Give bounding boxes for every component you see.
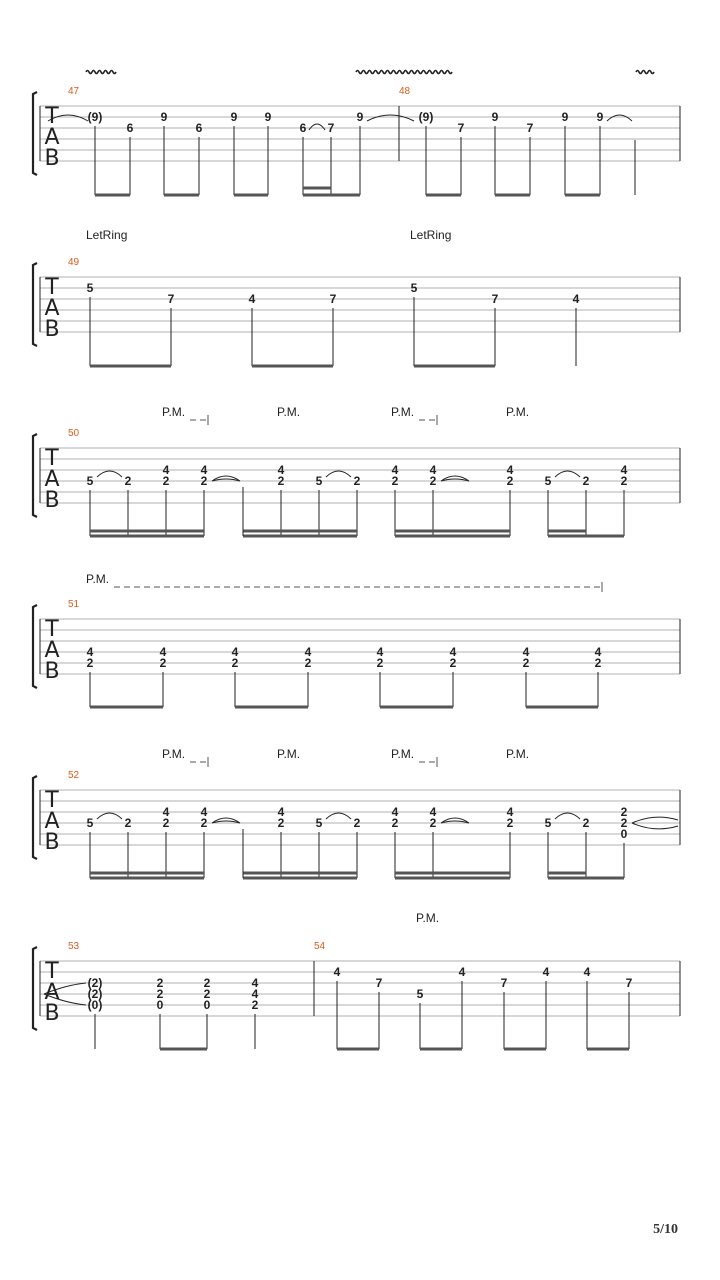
let-ring-tie <box>212 476 240 481</box>
fret-number: 7 <box>375 976 383 990</box>
palm-mute-label: P.M. <box>416 911 440 925</box>
palm-mute-label: P.M. <box>391 405 415 419</box>
tab-clef-letter: A <box>44 296 60 321</box>
fret-number: (9) <box>418 110 434 124</box>
fret-number: 4 <box>200 805 208 819</box>
vibrato-mark <box>356 71 452 74</box>
fret-number: 2 <box>620 816 628 830</box>
fret-number: 5 <box>86 281 94 295</box>
tab-clef-letter: T <box>45 617 59 642</box>
fret-number: 9 <box>561 110 569 124</box>
fret-number: 4 <box>506 463 514 477</box>
tie-arc <box>607 115 632 121</box>
fret-number: 7 <box>625 976 633 990</box>
fret-number: 2 <box>200 474 208 488</box>
measure-number: 49 <box>68 257 80 268</box>
tab-clef-letter: T <box>45 275 59 300</box>
let-ring-tie <box>632 823 678 829</box>
palm-mute-label: P.M. <box>506 405 530 419</box>
tab-clef-letter: A <box>44 809 60 834</box>
fret-number: 2 <box>162 474 170 488</box>
fret-number: 2 <box>449 656 457 670</box>
fret-number: 4 <box>542 965 550 979</box>
palm-mute-label: P.M. <box>162 747 186 761</box>
vibrato-mark <box>86 71 116 74</box>
palm-mute-label: P.M. <box>506 747 530 761</box>
measure-number: 53 <box>68 941 80 952</box>
fret-number: 7 <box>329 292 337 306</box>
fret-number: 4 <box>522 645 530 659</box>
fret-number: 2 <box>506 816 514 830</box>
fret-number: 5 <box>544 474 552 488</box>
fret-number: 4 <box>333 965 341 979</box>
fret-number: 2 <box>203 976 211 990</box>
fret-number: 2 <box>594 656 602 670</box>
fret-number: 4 <box>162 805 170 819</box>
tie-arc <box>326 813 351 819</box>
tie-arc <box>97 813 122 819</box>
tab-system-2 <box>33 263 680 346</box>
measure-number: 48 <box>399 86 411 97</box>
fret-number: 4 <box>449 645 457 659</box>
palm-mute-label: P.M. <box>277 405 301 419</box>
fret-number: 5 <box>410 281 418 295</box>
fret-number: 4 <box>251 976 259 990</box>
palm-mute-label: P.M. <box>162 405 186 419</box>
tab-clef-letter: T <box>45 104 59 129</box>
vibrato-mark <box>636 71 654 74</box>
fret-number: 2 <box>620 805 628 819</box>
let-ring-tie <box>441 476 469 481</box>
fret-number: 6 <box>126 121 134 135</box>
fret-number: 6 <box>195 121 203 135</box>
page-number: 5/10 <box>653 1222 678 1237</box>
system-bracket <box>33 947 37 1030</box>
fret-number: 9 <box>356 110 364 124</box>
fret-number: 2 <box>582 816 590 830</box>
fret-number: 4 <box>458 965 466 979</box>
tab-clef-letter: A <box>44 638 60 663</box>
measure-number: 52 <box>68 770 80 781</box>
fret-number: 2 <box>277 474 285 488</box>
fret-number: 4 <box>376 645 384 659</box>
palm-mute-label: P.M. <box>391 747 415 761</box>
let-ring-tie <box>632 817 678 823</box>
fret-number: 2 <box>200 816 208 830</box>
fret-number: 7 <box>526 121 534 135</box>
fret-number: 2 <box>620 474 628 488</box>
palm-mute-label: P.M. <box>86 572 110 586</box>
fret-number: 4 <box>304 645 312 659</box>
fret-number: 4 <box>251 987 259 1001</box>
fret-number: 2 <box>506 474 514 488</box>
fret-number: 7 <box>491 292 499 306</box>
measure-number: 51 <box>68 599 80 610</box>
tie-arc <box>326 471 351 477</box>
tab-clef-letter: B <box>44 317 60 342</box>
tie-arc <box>555 471 580 477</box>
tab-clef-letter: B <box>44 1001 60 1026</box>
fret-number: 4 <box>86 645 94 659</box>
fret-number: 9 <box>160 110 168 124</box>
measure-number: 54 <box>314 941 326 952</box>
tab-clef-letter: A <box>44 980 60 1005</box>
fret-number: 4 <box>391 463 399 477</box>
fret-number: 2 <box>353 474 361 488</box>
fret-number: 0 <box>620 827 628 841</box>
tab-clef-letter: T <box>45 959 59 984</box>
fret-number: 0 <box>203 998 211 1012</box>
fret-number: 2 <box>376 656 384 670</box>
let-ring-label: LetRing <box>410 228 452 242</box>
tab-clef-letter: A <box>44 467 60 492</box>
fret-number: 2 <box>582 474 590 488</box>
fret-number: 2 <box>353 816 361 830</box>
tab-clef-letter: B <box>44 659 60 684</box>
fret-number: 4 <box>200 463 208 477</box>
tie-arc <box>367 115 414 121</box>
system-bracket <box>33 605 37 688</box>
tab-clef-letter: A <box>44 125 60 150</box>
fret-number: 2 <box>429 474 437 488</box>
fret-number: 4 <box>248 292 256 306</box>
fret-number: 9 <box>264 110 272 124</box>
fret-number: 4 <box>391 805 399 819</box>
fret-number: 2 <box>391 474 399 488</box>
tab-clef-letter: B <box>44 488 60 513</box>
fret-number: 4 <box>506 805 514 819</box>
fret-number: 4 <box>277 463 285 477</box>
fret-number: 5 <box>315 816 323 830</box>
let-ring-label: LetRing <box>86 228 128 242</box>
fret-number: 4 <box>429 805 437 819</box>
fret-number: 0 <box>156 998 164 1012</box>
fret-number: 2 <box>124 474 132 488</box>
fret-number: 4 <box>277 805 285 819</box>
fret-number: 2 <box>391 816 399 830</box>
fret-number: 7 <box>327 121 335 135</box>
let-ring-tie <box>441 818 469 823</box>
let-ring-tie <box>212 818 240 823</box>
fret-number: 2 <box>304 656 312 670</box>
system-bracket <box>33 263 37 346</box>
tab-system-6 <box>33 947 680 1030</box>
fret-number: 7 <box>457 121 465 135</box>
tab-clef-letter: B <box>44 830 60 855</box>
fret-number: 2 <box>203 987 211 1001</box>
fret-number: 6 <box>299 121 307 135</box>
fret-number: 4 <box>162 463 170 477</box>
fret-number: (2) <box>87 976 103 990</box>
fret-number: 4 <box>583 965 591 979</box>
fret-number: 2 <box>277 816 285 830</box>
fret-number: 5 <box>416 987 424 1001</box>
fret-number: 5 <box>86 474 94 488</box>
fret-number: 2 <box>162 816 170 830</box>
fret-number: 5 <box>544 816 552 830</box>
fret-number: (9) <box>87 110 103 124</box>
system-bracket <box>33 434 37 517</box>
fret-number: 9 <box>230 110 238 124</box>
tab-clef-letter: T <box>45 788 59 813</box>
measure-number: 50 <box>68 428 80 439</box>
fret-number: 2 <box>156 976 164 990</box>
fret-number: 9 <box>491 110 499 124</box>
fret-number: 4 <box>594 645 602 659</box>
fret-number: (0) <box>87 998 103 1012</box>
fret-number: 2 <box>429 816 437 830</box>
fret-number: 4 <box>159 645 167 659</box>
fret-number: 7 <box>167 292 175 306</box>
fret-number: 2 <box>251 998 259 1012</box>
fret-number: 4 <box>429 463 437 477</box>
system-bracket <box>33 776 37 859</box>
fret-number: 4 <box>620 463 628 477</box>
fret-number: 5 <box>86 816 94 830</box>
fret-number: 4 <box>572 292 580 306</box>
tie-arc <box>97 471 122 477</box>
fret-number: 2 <box>156 987 164 1001</box>
fret-number: 9 <box>596 110 604 124</box>
fret-number: 2 <box>86 656 94 670</box>
fret-number: 5 <box>315 474 323 488</box>
tab-system-4 <box>33 605 680 688</box>
fret-number: (2) <box>87 987 103 1001</box>
fret-number: 2 <box>159 656 167 670</box>
palm-mute-label: P.M. <box>277 747 301 761</box>
fret-number: 2 <box>124 816 132 830</box>
tab-clef-letter: B <box>44 146 60 171</box>
fret-number: 2 <box>522 656 530 670</box>
measure-number: 47 <box>68 86 80 97</box>
fret-number: 4 <box>231 645 239 659</box>
tab-clef-letter: T <box>45 446 59 471</box>
fret-number: 2 <box>231 656 239 670</box>
tie-arc <box>309 124 325 130</box>
tie-arc <box>555 813 580 819</box>
fret-number: 7 <box>500 976 508 990</box>
system-bracket <box>33 92 37 175</box>
